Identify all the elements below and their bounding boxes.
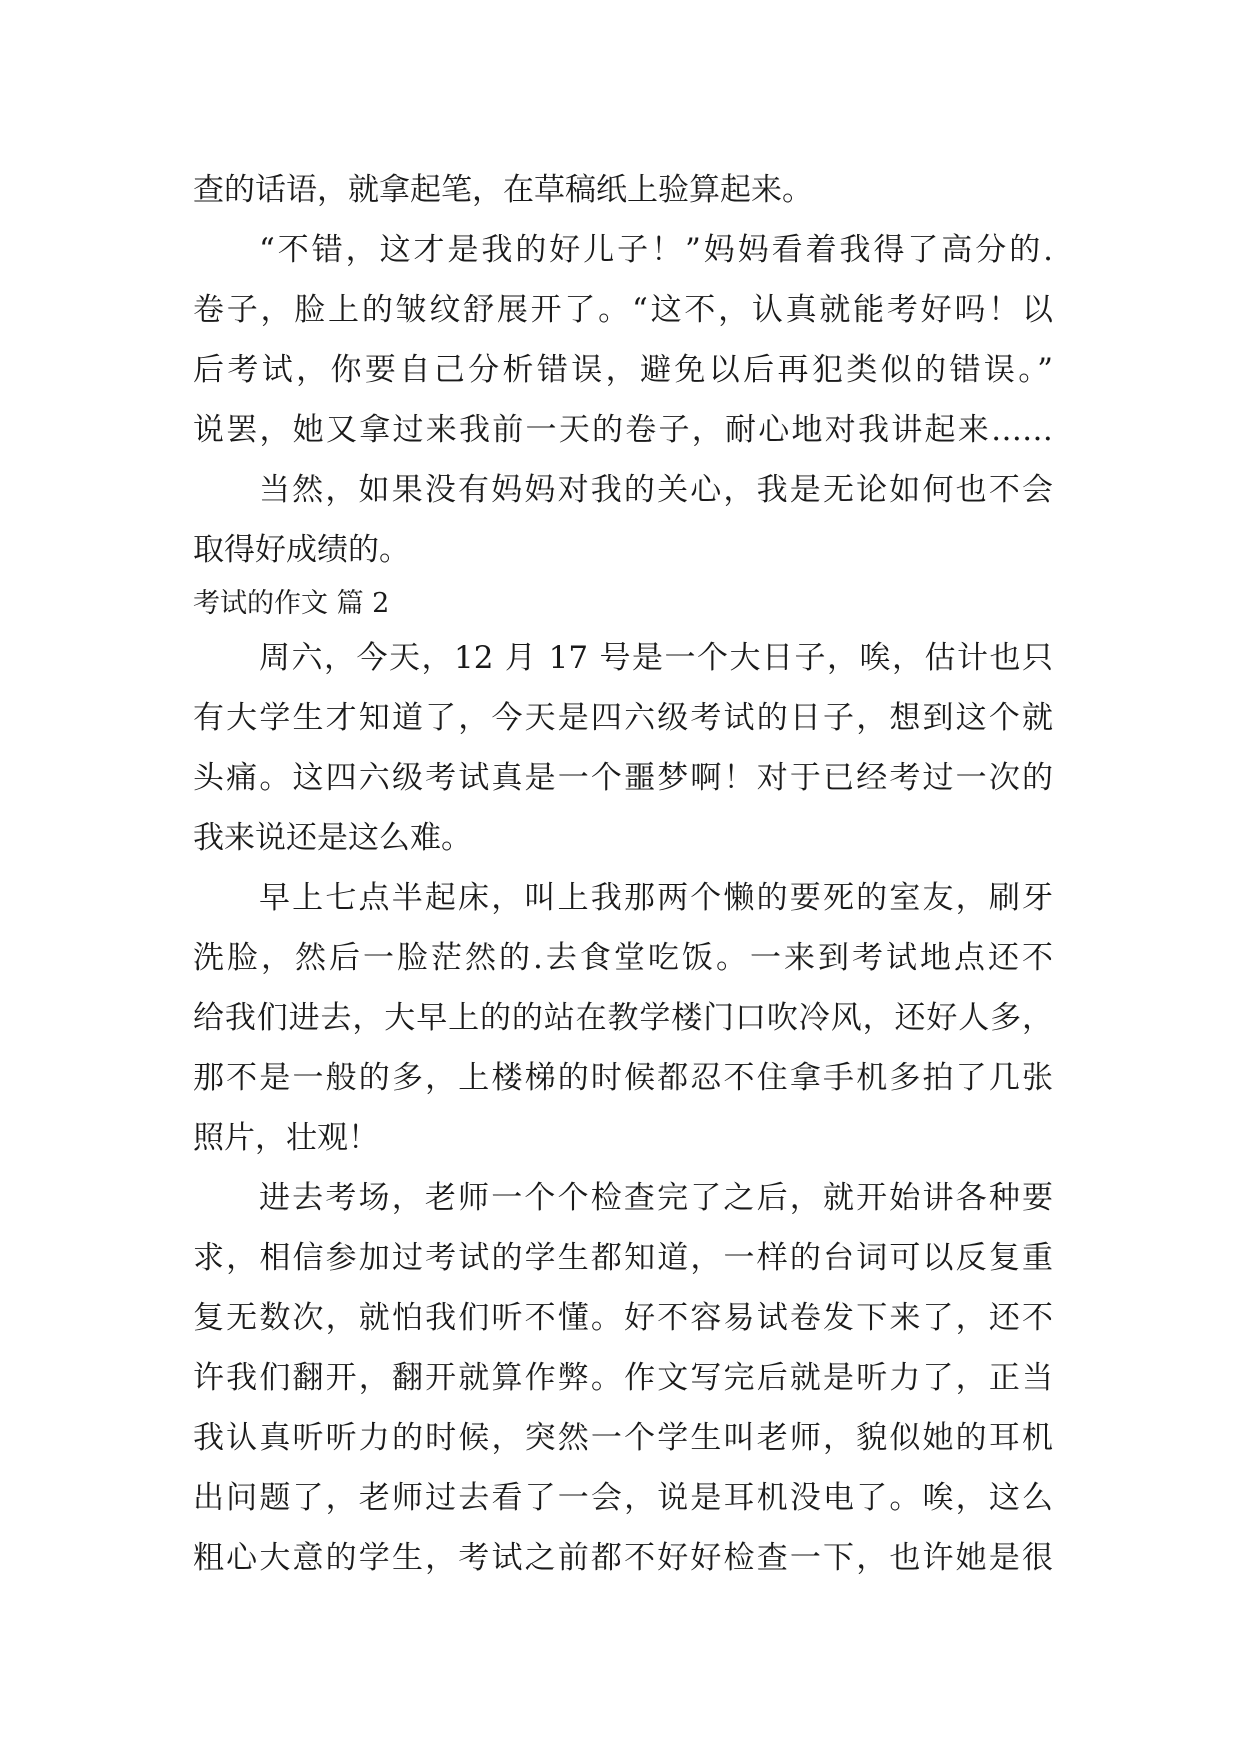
text-line: 取得好成绩的。 xyxy=(193,532,410,568)
text-line: 那不是一般的多，上楼梯的时候都忍不住拿手机多拍了几张 xyxy=(193,1060,1053,1096)
text-line: 周六，今天，12 月 17 号是一个大日子，唉，估计也只 xyxy=(259,640,1053,676)
text-line: 许我们翻开，翻开就算作弊。作文写完后就是听力了，正当 xyxy=(193,1360,1053,1396)
text-line: 头痛。这四六级考试真是一个噩梦啊！对于已经考过一次的 xyxy=(193,760,1053,796)
text-line: 查的话语，就拿起笔，在草稿纸上验算起来。 xyxy=(193,172,813,208)
text-line: 洗脸，然后一脸茫然的.去食堂吃饭。一来到考试地点还不 xyxy=(193,940,1053,976)
text-line: 给我们进去，大早上的的站在教学楼门口吹冷风，还好人多， xyxy=(193,1000,1053,1036)
text-line: 进去考场，老师一个个检查完了之后，就开始讲各种要 xyxy=(259,1180,1053,1216)
text-line: 卷子，脸上的皱纹舒展开了。“这不，认真就能考好吗！以 xyxy=(193,292,1053,328)
text-line: 照片，壮观！ xyxy=(193,1120,379,1156)
text-line: 复无数次，就怕我们听不懂。好不容易试卷发下来了，还不 xyxy=(193,1300,1053,1336)
text-line: 求，相信参加过考试的学生都知道，一样的台词可以反复重 xyxy=(193,1240,1053,1276)
text-line: 出问题了，老师过去看了一会，说是耳机没电了。唉，这么 xyxy=(193,1480,1053,1516)
text-line: 后考试，你要自己分析错误，避免以后再犯类似的错误。” xyxy=(193,352,1053,388)
text-line: 说罢，她又拿过来我前一天的卷子，耐心地对我讲起来…… xyxy=(193,412,1053,448)
text-line: “不错，这才是我的好儿子！”妈妈看着我得了高分的. xyxy=(259,232,1053,268)
text-line: 我认真听听力的时候，突然一个学生叫老师，貌似她的耳机 xyxy=(193,1420,1053,1456)
text-line: 有大学生才知道了，今天是四六级考试的日子，想到这个就 xyxy=(193,700,1053,736)
section-heading: 考试的作文 篇 2 xyxy=(193,588,390,619)
text-line: 粗心大意的学生，考试之前都不好好检查一下，也许她是很 xyxy=(193,1540,1053,1576)
text-line: 当然，如果没有妈妈对我的关心，我是无论如何也不会 xyxy=(259,472,1053,508)
text-line: 早上七点半起床，叫上我那两个懒的要死的室友，刷牙 xyxy=(259,880,1053,916)
text-line: 我来说还是这么难。 xyxy=(193,820,472,856)
